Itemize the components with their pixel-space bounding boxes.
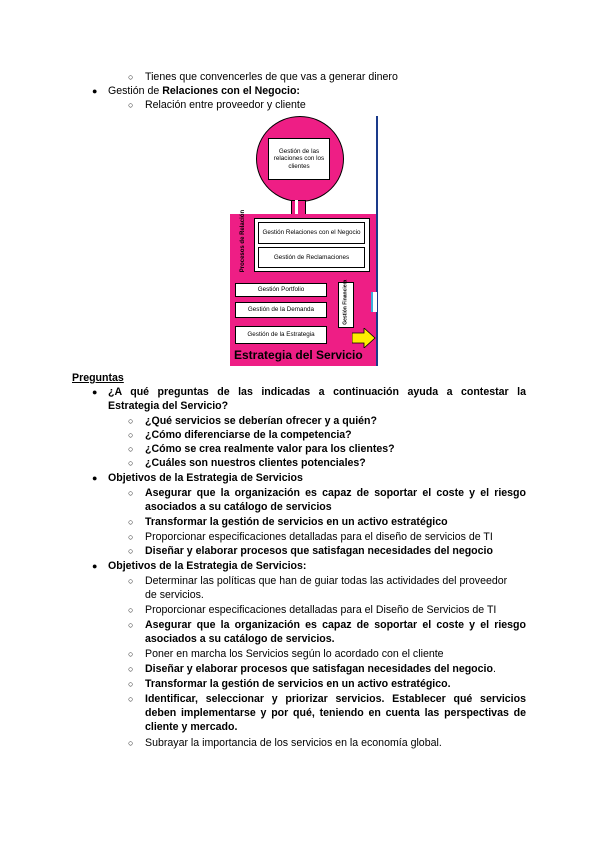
bullet-open-icon: ○ (128, 738, 134, 748)
list-item: Transformar la gestión de servicios en un activo estratégico. (145, 678, 451, 690)
list-item: Subrayar la importancia de los servicios en la economía global. (145, 737, 442, 749)
list-item: Objetivos de la Estrategia de Servicios: (108, 560, 307, 572)
list-item: Tienes que convencerles de que vas a generar dinero (145, 71, 398, 83)
blue-border-line (376, 116, 378, 366)
list-item: Objetivos de la Estrategia de Servicios (108, 472, 303, 484)
bullet-open-icon: ○ (128, 430, 134, 440)
list-item: ¿Cómo diferenciarse de la competencia? (145, 429, 352, 441)
list-item: Asegurar que la organización es capaz de soportar el coste y el riesgo (145, 619, 526, 631)
list-item (108, 85, 300, 98)
box-relaciones: Gestión Relaciones con el Negocio (258, 222, 365, 244)
circle-label: Gestión de las relaciones con los clientes (268, 138, 330, 180)
list-item: ¿Qué servicios se deberían ofrecer y a quién? (145, 415, 377, 427)
list-item: Identificar, seleccionar y priorizar servicios. Establecer qué servicios (145, 693, 526, 705)
bullet-dot-icon: ● (92, 561, 98, 571)
bullet-open-icon: ○ (128, 605, 134, 615)
connector-gap (295, 200, 298, 215)
list-item: ¿Cuáles son nuestros clientes potenciales? (145, 457, 366, 469)
box-financiera (338, 279, 354, 328)
list-item: Transformar la gestión de servicios en un activo estratégico (145, 516, 448, 528)
list-item: de servicios. (145, 589, 204, 601)
section-heading: Preguntas (72, 372, 124, 384)
box-portfolio: Gestión Portfolio (235, 283, 327, 297)
list-item: Proporcionar especificaciones detalladas para el Diseño de Servicios de TI (145, 604, 497, 616)
bullet-open-icon: ○ (128, 72, 134, 82)
box-estrategia: Gestión de la Estrategia (235, 326, 327, 344)
bullet-open-icon: ○ (128, 444, 134, 454)
list-item: Poner en marcha los Servicios según lo acordado con el cliente (145, 648, 444, 660)
list-item: ¿Cómo se crea realmente valor para los clientes? (145, 443, 395, 455)
side-label: Procesos de Relación (239, 209, 246, 272)
bullet-dot-icon: ● (92, 86, 98, 96)
list-item-bold-text: Diseñar y elaborar procesos que satisfagan necesidades del negocio (145, 663, 493, 675)
box-financiera-label: Gestión Financiera (342, 279, 349, 325)
bullet-open-icon: ○ (128, 664, 134, 674)
question-line: ¿A qué preguntas de las indicadas a continuación ayuda a contestar la (108, 386, 526, 398)
list-item: Relación entre proveedor y cliente (145, 99, 306, 111)
list-item: Diseñar y elaborar procesos que satisfagan necesidades del negocio (145, 545, 493, 557)
bullet-open-icon: ○ (128, 532, 134, 542)
bullet-open-icon: ○ (128, 620, 134, 630)
bullet-open-icon: ○ (128, 458, 134, 468)
bullet-open-icon: ○ (128, 694, 134, 704)
service-strategy-diagram (230, 116, 380, 366)
bullet-dot-icon: ● (92, 473, 98, 483)
list-item-text: Gestión de (108, 85, 163, 97)
bullet-open-icon: ○ (128, 100, 134, 110)
bullet-open-icon: ○ (128, 649, 134, 659)
list-item: asociados a su catálogo de servicios (145, 501, 332, 513)
bullet-open-icon: ○ (128, 488, 134, 498)
bullet-open-icon: ○ (128, 576, 134, 586)
box-demanda: Gestión de la Demanda (235, 302, 327, 318)
diagram-footer: Estrategia del Servicio (234, 348, 363, 362)
bullet-open-icon: ○ (128, 546, 134, 556)
bullet-open-icon: ○ (128, 679, 134, 689)
bullet-open-icon: ○ (128, 416, 134, 426)
list-item: cliente y mercado. (145, 721, 238, 733)
yellow-arrow-icon (352, 328, 376, 348)
list-item-bold-text: Relaciones con el Negocio: (162, 85, 300, 97)
question-line: Estrategia del Servicio? (108, 400, 229, 412)
bullet-dot-icon: ● (92, 387, 98, 397)
bullet-open-icon: ○ (128, 517, 134, 527)
list-item (145, 663, 496, 676)
list-item-text: . (492, 663, 496, 675)
cyan-marker (371, 292, 377, 312)
side-label-wrap (232, 209, 254, 272)
list-item: asociados a su catálogo de servicios. (145, 633, 335, 645)
list-item: Determinar las políticas que han de guiar todas las actividades del proveedor (145, 575, 508, 587)
list-item: Proporcionar especificaciones detalladas para el diseño de servicios de TI (145, 531, 493, 543)
list-item: Asegurar que la organización es capaz de soportar el coste y el riesgo (145, 487, 526, 499)
box-reclamaciones: Gestión de Reclamaciones (258, 247, 365, 268)
list-item: deben implementarse y por qué, teniendo en cuenta las perspectivas de (145, 707, 526, 719)
